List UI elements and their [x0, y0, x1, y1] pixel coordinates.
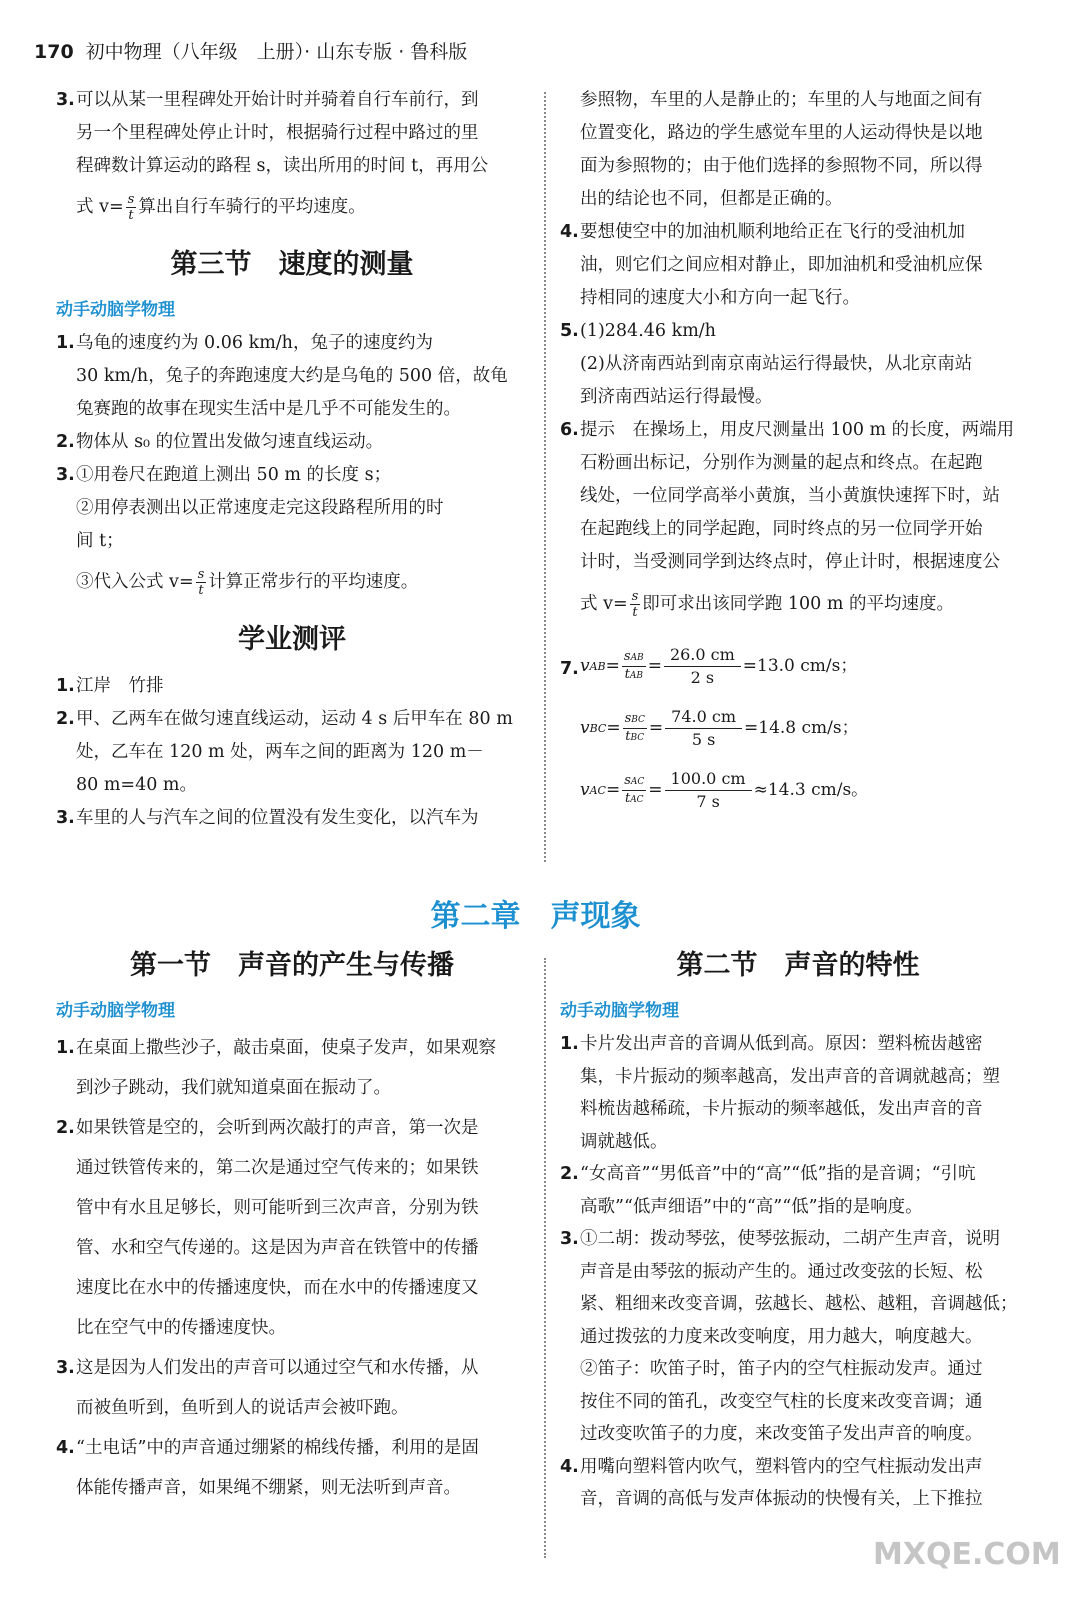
- answer-item: 6. 提示 在操场上，用皮尺测量出 100 m 的长度，两端用 石粉画出标记，分别作为测量的起点和终点。在起跑 线处，一位同学高举小黄旗，当小黄旗快速挥下时，站 在起跑线上的同学起跑，同时终点的另一位同学开始 计时，当受测同学到达终点时，停止计时，根据速度公 式 v= $\frac{s}{t}$ 即可求出该同学跑 100 m 的平均速度。: [560, 420, 1015, 620]
- fraction: $\frac{74.0 cm}{5 s}$: [665, 706, 742, 751]
- fraction: $\frac{\text{sAB}}{\text{tAB}}$: [623, 648, 644, 682]
- page-number: 170: [34, 41, 74, 63]
- fraction: $\frac{s}{t}$: [197, 567, 205, 598]
- answer-item: 3. ①用卷尺在跑道上测出 50 m 的长度 s； ②用停表测出以正常速度走完这段路程所用的时 间 t； ③代入公式 v= $\frac{s}{t}$ 计算正常步行的平均速度。: [56, 465, 444, 598]
- answer-item: 2. 甲、乙两车在做匀速直线运动，运动 4 s 后甲车在 80 m 处，乙车在 120 m 处，两车之间的距离为 120 m－ 80 m=40 m。: [56, 709, 513, 795]
- continued-text: 参照物，车里的人是静止的；车里的人与地面之间有 位置变化，路边的学生感觉车里的人运动得快是以地 面为参照物的；由于他们选择的参照物不同，所以得 出的结论也不同，但都是正确的。: [580, 90, 983, 209]
- column-divider-bottom: [544, 958, 546, 1558]
- equation-row: v BC = $\frac{\text{sBC}}{\text{tBC}}$ = $\frac{74.0 cm}{5 s}$ =14.8 cm/s；: [580, 706, 859, 749]
- fraction: $\frac{s}{t}$: [127, 192, 135, 223]
- answer-item: 1. 在桌面上撒些沙子，敲击桌面，使桌子发声，如果观察 到沙子跳动，我们就知道桌面在振动了。: [56, 1038, 496, 1098]
- equation-row: v AB = $\frac{\text{sAB}}{\text{tAB}}$ = $\frac{26.0 cm}{2 s}$ =13.0 cm/s；: [580, 644, 858, 687]
- answer-item: 2. “女高音”“男低音”中的“高”“低”指的是音调；“引吭 高歌”“低声细语”中的“高”“低”指的是响度。: [560, 1164, 976, 1217]
- answer-item: 1. 卡片发出声音的音调从低到高。原因：塑料梳齿越密 集，卡片振动的频率越高，发出声音的音调就越高；塑 料梳齿越稀疏，卡片振动的频率越低，发出声音的音 调就越低。: [560, 1034, 1000, 1152]
- fraction: $\frac{\text{sAC}}{\text{tAC}}$: [624, 772, 645, 806]
- bottom-right-column: [560, 946, 1036, 1516]
- page-header: [34, 34, 1034, 70]
- bottom-left-column: [56, 946, 528, 1508]
- answer-item: 3. 可以从某一里程碑处开始计时并骑着自行车前行，到 另一个里程碑处停止计时，根据骑行过程中路过的里 程碑数计算运动的路程 s，读出所用的时间 t，再用公 式 v= $\frac{s}{t}$ 算出自行车骑行的平均速度。: [56, 90, 489, 223]
- section-title: 学业测评: [238, 624, 346, 655]
- top-right-column: [560, 84, 1036, 821]
- equation-row: v AC = $\frac{\text{sAC}}{\text{tAC}}$ = $\frac{100.0 cm}{7 s}$ ≈14.3 cm/s。: [580, 768, 869, 811]
- answer-item: 3. 这是因为人们发出的声音可以通过空气和水传播，从 而被鱼听到，鱼听到人的说话声会被吓跑。: [56, 1358, 479, 1418]
- section-title: 第一节 声音的产生与传播: [130, 950, 454, 981]
- chapter-title: 第二章 声现象: [430, 899, 641, 934]
- fraction: $\frac{\text{sBC}}{\text{tBC}}$: [624, 710, 645, 744]
- answer-item: 1. 乌龟的速度约为 0.06 km/h，兔子的速度约为 30 km/h，兔子的奔跑速度大约是乌龟的 500 倍，故龟 兔赛跑的故事在现实生活中是几乎不可能发生的。: [56, 333, 508, 419]
- answer-item: 4. “土电话”中的声音通过绷紧的棉线传播，利用的是固 体能传播声音，如果绳不绷紧，则无法听到声音。: [56, 1438, 479, 1498]
- answer-item: 4. 要想使空中的加油机顺利地给正在飞行的受油机加 油，则它们之间应相对静止，即加油机和受油机应保 持相同的速度大小和方向一起飞行。: [560, 222, 983, 308]
- answer-item: 2. 如果铁管是空的，会听到两次敲打的声音，第一次是 通过铁管传来的，第二次是通过空气传来的；如果铁 管中有水且足够长，则可能听到三次声音，分别为铁 管、水和空气传递的。这是因为声音在铁管中的传播 速度比在水中的传播速度快，而在水中的传播速度又 比在空气中的传播速度快。: [56, 1118, 479, 1338]
- answer-item: 3. ①二胡：拨动琴弦，使琴弦振动，二胡产生声音，说明 声音是由琴弦的振动产生的。通过改变弦的长短、松 紧、粗细来改变音调，弦越长、越松、越粗，音调越低； 通过拨弦的力度来改变响度，用力越大，响度越大。 ②笛子：吹笛子时，笛子内的空气柱振动发声。通过 按住不同的笛孔，改变空气柱的长度来改变音调；通 过改变吹笛子的力度，来改变笛子发出声音的响度。: [560, 1229, 1018, 1444]
- answer-item: 2. 物体从 s₀ 的位置出发做匀速直线运动。: [56, 432, 384, 452]
- section-title: 第三节 速度的测量: [170, 249, 414, 280]
- answer-item: 5. (1)284.46 km/h (2)从济南西站到南京南站运行得最快，从北京南站 到济南西站运行得最慢。: [560, 321, 973, 407]
- answer-item: 1. 江岸 竹排: [56, 676, 164, 696]
- answer-item: 3. 车里的人与汽车之间的位置没有发生变化，以汽车为: [56, 808, 479, 828]
- sub-title: 动手动脑学物理: [56, 1001, 175, 1021]
- sub-title: 动手动脑学物理: [56, 300, 175, 320]
- watermark-logo: MXQE.COM: [873, 1537, 1061, 1572]
- top-left-column: [56, 84, 528, 835]
- fraction: $\frac{26.0 cm}{2 s}$: [664, 644, 741, 689]
- sub-title: 动手动脑学物理: [560, 1001, 679, 1021]
- answer-item-formulas: 7. v AB = $\frac{\text{sAB}}{\text{tAB}}$ = $\frac{26.0 cm}{2 s}$ =13.0 cm/s； v BC = $\frac{\text{sBC}}{\text{tBC}}$ = $\frac{74.0 cm}{5 s}$ =14.8 cm/s； v AC = $\frac{\text{sAC}}{\text{tAC}}$ = $\frac{100.0 cm}{7 s}$ ≈14.3 cm/s。: [560, 635, 1036, 821]
- section-title: 第二节 声音的特性: [676, 950, 920, 981]
- book-title: 初中物理（八年级 上册）· 山东专版 · 鲁科版: [85, 41, 468, 63]
- fraction: $\frac{s}{t}$: [631, 589, 639, 620]
- column-divider-top: [544, 92, 546, 862]
- fraction: $\frac{100.0 cm}{7 s}$: [665, 768, 752, 813]
- answer-item: 4. 用嘴向塑料管内吹气，塑料管内的空气柱振动发出声 音，音调的高低与发声体振动的快慢有关，上下推拉: [560, 1456, 983, 1509]
